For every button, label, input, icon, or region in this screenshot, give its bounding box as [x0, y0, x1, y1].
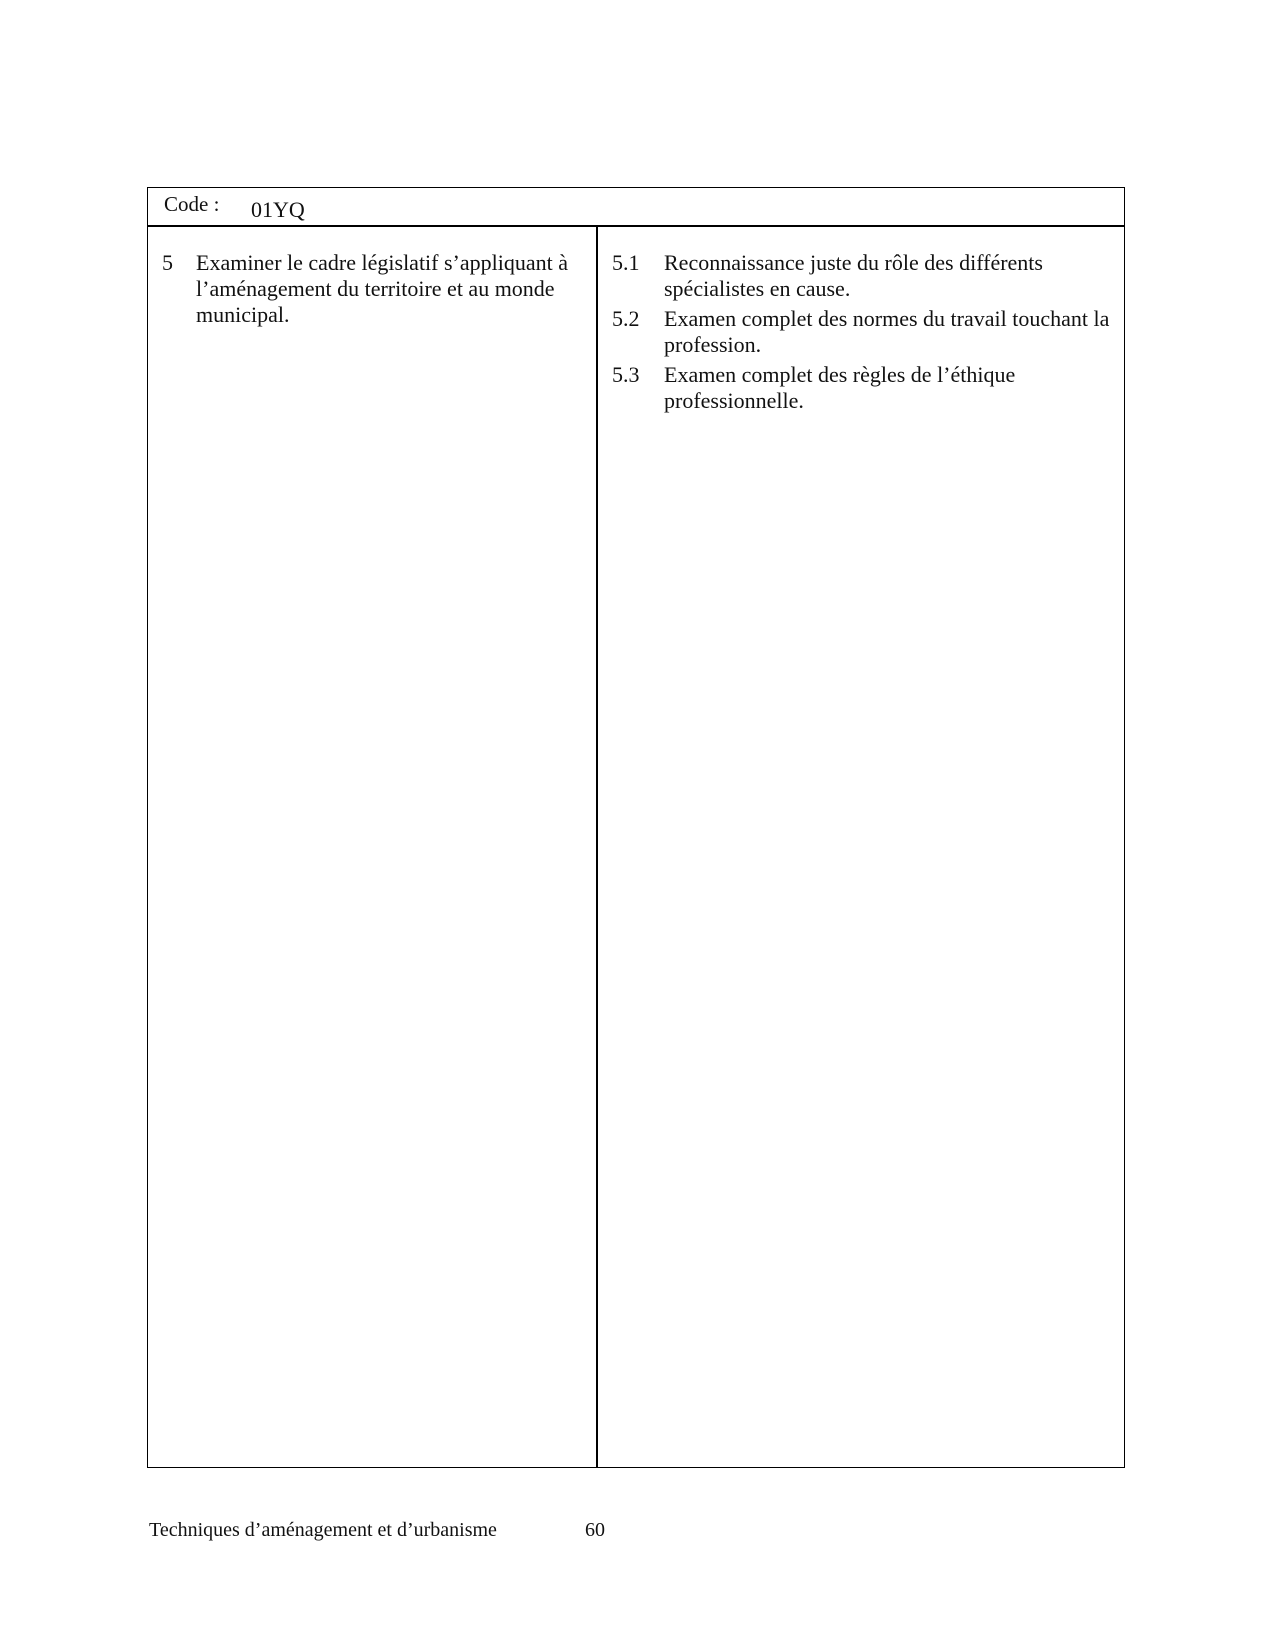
criterion-item	[612, 362, 1112, 414]
element-item	[162, 250, 582, 328]
criterion-text: Examen complet des règles de l’éthique professionnelle.	[664, 362, 1016, 413]
code-label: Code :	[164, 192, 220, 216]
footer-title: Techniques d’aménagement et d’urbanisme	[149, 1519, 497, 1541]
code-value: 01YQ	[251, 197, 305, 222]
page-number: 60	[585, 1519, 605, 1541]
column-divider	[596, 227, 598, 1467]
criterion-item	[612, 250, 1112, 302]
criterion-item	[612, 306, 1112, 358]
element-text: Examiner le cadre législatif s’appliquant à l’aménagement du territoire et au monde municipal.	[196, 250, 569, 327]
criterion-text: Examen complet des normes du travail touchant la profession.	[664, 306, 1110, 357]
code-row	[148, 188, 1124, 227]
criteria-column	[612, 250, 1112, 418]
criterion-number: 5.1	[612, 250, 640, 275]
criterion-number: 5.3	[612, 362, 640, 387]
element-number: 5	[162, 250, 173, 275]
criterion-number: 5.2	[612, 306, 640, 331]
criterion-text: Reconnaissance juste du rôle des différents spécialistes en cause.	[664, 250, 1043, 301]
competency-table	[147, 187, 1125, 1468]
element-column	[162, 250, 582, 332]
